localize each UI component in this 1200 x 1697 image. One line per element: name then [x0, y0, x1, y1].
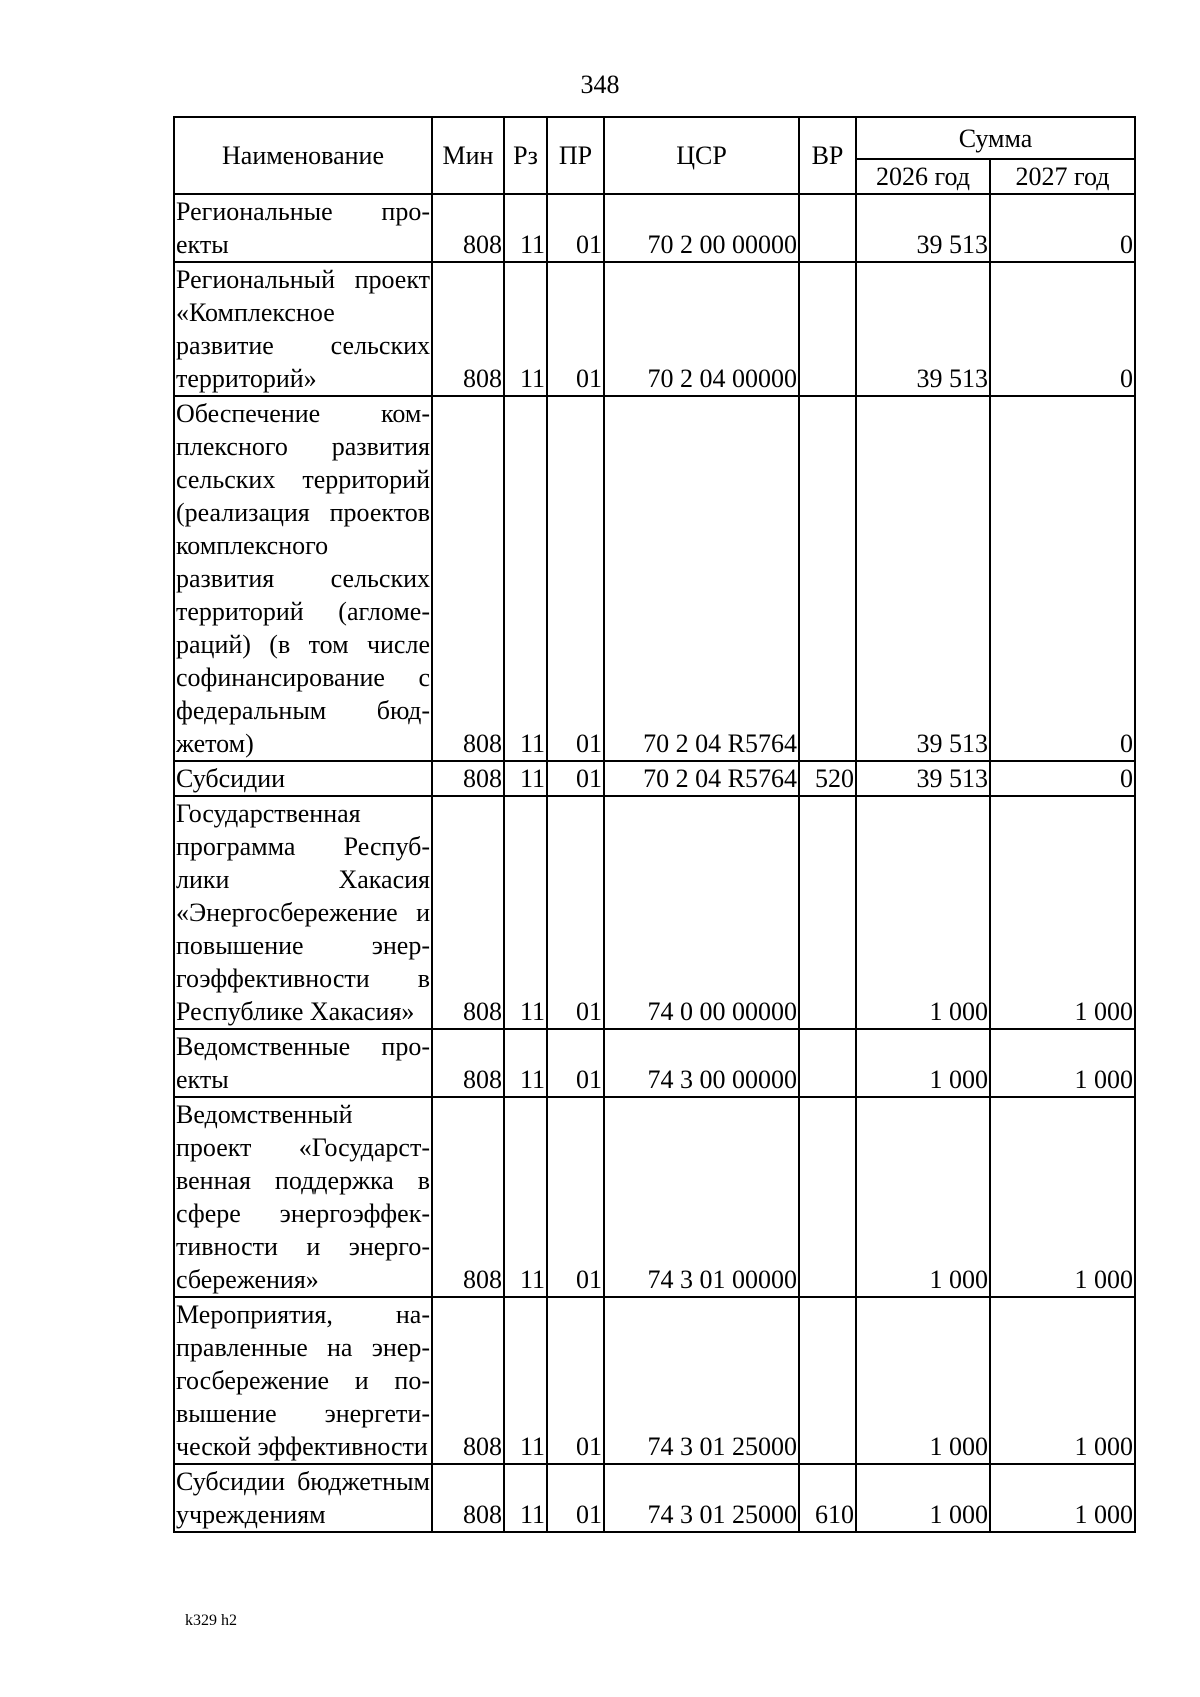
- cell-name: Региональный проект «Комплексное развитие сельских территорий»: [174, 262, 432, 396]
- cell-vr: [799, 1297, 856, 1464]
- cell-2027: 0: [990, 262, 1135, 396]
- cell-vr: [799, 1029, 856, 1097]
- cell-rz: 11: [504, 1297, 547, 1464]
- cell-csr: 74 0 00 00000: [604, 796, 799, 1029]
- table-row: [174, 396, 1135, 761]
- footer-code: k329 h2: [185, 1612, 237, 1629]
- cell-rz: 11: [504, 761, 547, 796]
- cell-2027: 1 000: [990, 796, 1135, 1029]
- cell-2027: 1 000: [990, 1464, 1135, 1532]
- table-row: [174, 262, 1135, 396]
- cell-csr: 70 2 00 00000: [604, 194, 799, 262]
- cell-min: 808: [432, 761, 504, 796]
- cell-csr: 70 2 04 00000: [604, 262, 799, 396]
- table-row: [174, 761, 1135, 796]
- cell-rz: 11: [504, 1464, 547, 1532]
- cell-csr: 74 3 01 25000: [604, 1464, 799, 1532]
- cell-2027: 1 000: [990, 1097, 1135, 1297]
- cell-pr: 01: [547, 1464, 604, 1532]
- col-header-sum: Сумма: [856, 117, 1135, 159]
- cell-2026: 39 513: [856, 194, 990, 262]
- cell-pr: 01: [547, 194, 604, 262]
- table-row: [174, 1464, 1135, 1532]
- cell-2026: 1 000: [856, 1297, 990, 1464]
- col-header-vr: ВР: [799, 117, 856, 194]
- cell-vr: 610: [799, 1464, 856, 1532]
- cell-name: Региональные проекты: [174, 194, 432, 262]
- cell-vr: [799, 1097, 856, 1297]
- cell-pr: 01: [547, 262, 604, 396]
- budget-table: [173, 116, 1136, 1533]
- cell-min: 808: [432, 1097, 504, 1297]
- table-row: [174, 194, 1135, 262]
- table-row: [174, 1029, 1135, 1097]
- cell-rz: 11: [504, 796, 547, 1029]
- table-row: [174, 1097, 1135, 1297]
- cell-pr: 01: [547, 761, 604, 796]
- table-row: [174, 1297, 1135, 1464]
- cell-rz: 11: [504, 1029, 547, 1097]
- col-header-csr: ЦСР: [604, 117, 799, 194]
- cell-min: 808: [432, 1464, 504, 1532]
- cell-2026: 1 000: [856, 796, 990, 1029]
- cell-rz: 11: [504, 194, 547, 262]
- col-header-rz: Рз: [504, 117, 547, 194]
- cell-name: Ведомственный проект «Государственная поддержка в сфере энергоэффективности и энергосбережения»: [174, 1097, 432, 1297]
- cell-pr: 01: [547, 396, 604, 761]
- cell-2026: 39 513: [856, 396, 990, 761]
- cell-min: 808: [432, 194, 504, 262]
- cell-name: Субсидии: [174, 761, 432, 796]
- cell-csr: 74 3 00 00000: [604, 1029, 799, 1097]
- cell-2027: 1 000: [990, 1029, 1135, 1097]
- col-header-pr: ПР: [547, 117, 604, 194]
- col-header-2027: 2027 год: [990, 159, 1135, 194]
- cell-vr: [799, 796, 856, 1029]
- cell-pr: 01: [547, 1029, 604, 1097]
- cell-2026: 39 513: [856, 262, 990, 396]
- cell-csr: 70 2 04 R5764: [604, 396, 799, 761]
- col-header-min: Мин: [432, 117, 504, 194]
- cell-2027: 0: [990, 396, 1135, 761]
- header-row: [174, 117, 1135, 159]
- cell-pr: 01: [547, 796, 604, 1029]
- cell-2027: 0: [990, 194, 1135, 262]
- cell-csr: 74 3 01 25000: [604, 1297, 799, 1464]
- col-header-name: Наименование: [174, 117, 432, 194]
- cell-name: Мероприятия, направленные на энергосбережение и повышение энергетической эффективности: [174, 1297, 432, 1464]
- cell-2026: 39 513: [856, 761, 990, 796]
- page-number: 348: [580, 70, 620, 99]
- cell-name: Государственная программа Республики Хакасия «Энергосбережение и повышение энергоэффективности в Республике Хакасия»: [174, 796, 432, 1029]
- cell-rz: 11: [504, 1097, 547, 1297]
- col-header-2026: 2026 год: [856, 159, 990, 194]
- cell-csr: 70 2 04 R5764: [604, 761, 799, 796]
- cell-pr: 01: [547, 1097, 604, 1297]
- cell-name: Обеспечение комплексного развития сельских территорий (реализация проектов комплексного развития сельских территорий (агломераций) (в том числе софинансирование с федеральным бюджетом): [174, 396, 432, 761]
- cell-rz: 11: [504, 262, 547, 396]
- cell-min: 808: [432, 396, 504, 761]
- cell-rz: 11: [504, 396, 547, 761]
- cell-2026: 1 000: [856, 1029, 990, 1097]
- cell-min: 808: [432, 1029, 504, 1097]
- cell-pr: 01: [547, 1297, 604, 1464]
- cell-vr: [799, 262, 856, 396]
- cell-2027: 1 000: [990, 1297, 1135, 1464]
- cell-2027: 0: [990, 761, 1135, 796]
- cell-min: 808: [432, 1297, 504, 1464]
- cell-vr: [799, 396, 856, 761]
- cell-2026: 1 000: [856, 1097, 990, 1297]
- cell-name: Ведомственные проекты: [174, 1029, 432, 1097]
- cell-min: 808: [432, 262, 504, 396]
- cell-vr: 520: [799, 761, 856, 796]
- cell-2026: 1 000: [856, 1464, 990, 1532]
- cell-csr: 74 3 01 00000: [604, 1097, 799, 1297]
- cell-min: 808: [432, 796, 504, 1029]
- table-row: [174, 796, 1135, 1029]
- cell-name: Субсидии бюджетным учреждениям: [174, 1464, 432, 1532]
- cell-vr: [799, 194, 856, 262]
